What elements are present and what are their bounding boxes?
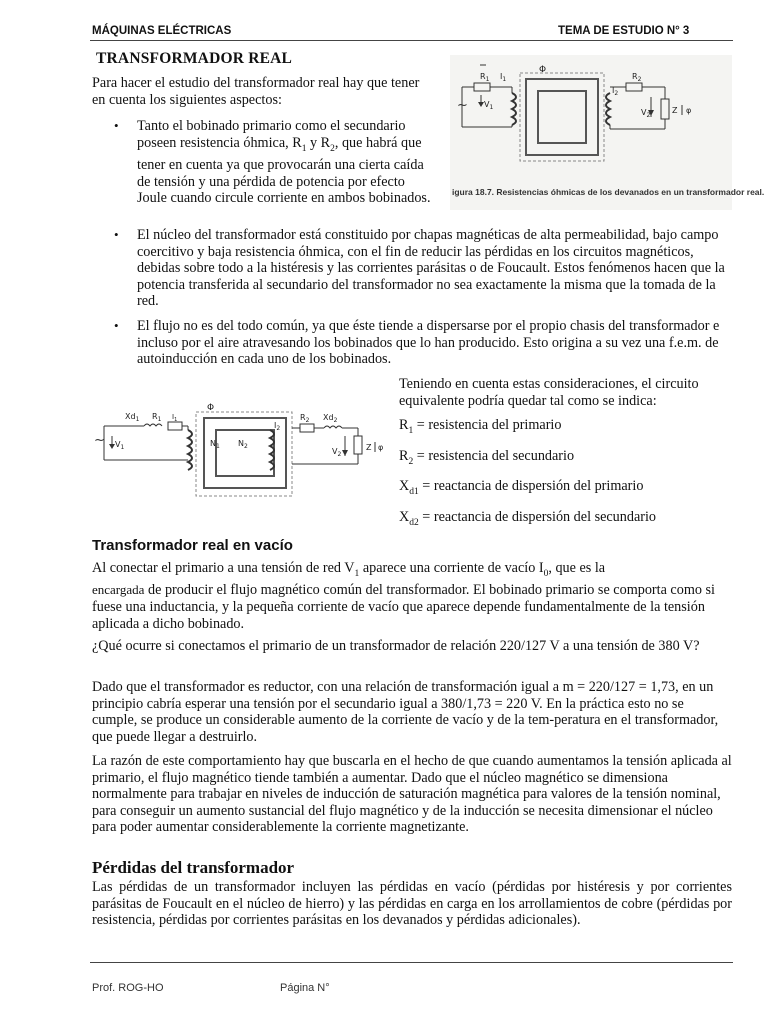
bullet-2-text: El núcleo del transformador está constituido por chapas magnéticas de alta permeabilidad, bajo campo coercitivo y baja resistencia óhmica, con el fin de reducir las pérdidas en los circuitos magnéticos, debidas sobre todo a la histéresis y las corrientes parásitas o de Foucault. Estos fenómenos hacen que la potencia transferida al secundario del transformador no sea exactamente la misma que la tomada de la red. bbox=[137, 227, 725, 310]
fig1-r2-label: $R_2$ bbox=[632, 72, 642, 83]
fig2-n1-label: $N_1$ bbox=[210, 439, 220, 450]
fig2-r2-label: $R_2$ bbox=[300, 413, 310, 424]
fig1-r1-label: $R_1$ bbox=[480, 72, 490, 83]
figure-2-diagram bbox=[92, 398, 392, 500]
figure-2 bbox=[92, 398, 392, 500]
vacio-paragraph-4: La razón de este comportamiento hay que buscarla en el hecho de que cuando aumentamos la tensión aplicada al primario, el flujo magnético tiende también a aumentar. Dado que el núcleo magnético se dimensiona normalmente para trabajar en niveles de inducción de saturación magnética para valores de la tensión nominal, para conseguir un aumento sustancial del flujo magnético y de la inducción se necesita dimensionar el núcleo para poder aumentar considerablemente la corriente magnetizante. bbox=[92, 753, 732, 836]
bullet-marker: • bbox=[114, 318, 119, 333]
vacio-paragraph-1: Al conectar el primario a una tensión de red $V_1$ aparece una corriente de vacío $I_0$, que es la encargada de producir el flujo magnético común del transformador. El bobinado primario se comporta como si fuese una inductancia, y la pequeña corriente de vacío que aparece depende fundamentalmente de la tensión aplicada a dicho bobinado. bbox=[92, 560, 715, 632]
header-left: MÁQUINAS ELÉCTRICAS bbox=[92, 25, 232, 37]
fig2-r1-label: $R_1$ bbox=[152, 412, 162, 423]
fig2-v1-label: $V_1$ bbox=[115, 440, 125, 451]
section-perdidas-heading: Pérdidas del transformador bbox=[92, 858, 295, 877]
figure-1-caption: igura 18.7. Resistencias óhmicas de los devanados en un transformador real. bbox=[452, 187, 765, 197]
vacio-paragraph-3: Dado que el transformador es reductor, con una relación de transformación igual a m = 220/127 = 1,73, en un principio cabría esperar una tensión por el secundario igual a 380/1,73 = 220 V. En la práctica esto no se cumple, se produce un considerable aumento de la corriente de vacío y de la tem-peratura en el transformador, que puede llegar a destruirlo. bbox=[92, 679, 719, 745]
fig1-i2-label: $I_2$ bbox=[612, 86, 619, 97]
def-xd1: $X_{d1}$ = reactancia de dispersión del primario bbox=[399, 478, 644, 498]
bullet-3-text: El flujo no es del todo común, ya que éste tiende a dispersarse por el propio chasis del transformador e incluso por el aire atravesando los bobinados que lo han producido. Esto origina a su vez una f.e.m. de autoinducción en cada uno de los bobinados. bbox=[137, 318, 720, 368]
fig1-v2-label: $V_2$ bbox=[641, 108, 651, 119]
footer-left: Prof. ROG-HO bbox=[92, 982, 164, 994]
perdidas-paragraph-1: Las pérdidas de un transformador incluyen las pérdidas en vacío (pérdidas por histéresis y por corrientes parásitas de Foucault en el núcleo de hierro) y las pérdidas en carga en los arrollamientos de cobre (pérdidas por resistencia, pérdidas por corrientes parásitas en los devanados y pérdidas adicionales). bbox=[92, 879, 732, 929]
def-r1: $R_1$ = resistencia del primario bbox=[399, 417, 562, 436]
bullet-marker: • bbox=[114, 118, 119, 133]
def-xd2: $X_{d2}$ = reactancia de dispersión del secundario bbox=[399, 508, 657, 528]
fig2-phi-angle: φ bbox=[378, 443, 384, 452]
fig2-xd2-label: $Xd_2$ bbox=[323, 413, 338, 424]
equivalent-definitions bbox=[399, 417, 735, 540]
fig2-phi-label: Φ bbox=[207, 403, 215, 413]
fig2-i1-label: $I_1$ bbox=[172, 413, 178, 423]
figure-1 bbox=[450, 55, 765, 210]
section-vacio-heading: Transformador real en vacío bbox=[92, 537, 293, 554]
fig1-phi-angle: φ bbox=[686, 106, 692, 115]
footer-right: Página N° bbox=[280, 982, 330, 994]
fig2-i2-label: $I_2$ bbox=[274, 421, 281, 432]
fig1-v1-label: $V_1$ bbox=[484, 100, 494, 111]
fig1-source-symbol: ~ bbox=[457, 98, 468, 113]
intro-paragraph: Para hacer el estudio del transformador real hay que tener en cuenta los siguientes aspectos: bbox=[92, 75, 420, 108]
fig2-v2-label: $V_2$ bbox=[332, 447, 342, 458]
vacio-paragraph-2: ¿Qué ocurre si conectamos el primario de un transformador de relación 220/127 V a una tensión de 380 V? bbox=[92, 638, 700, 654]
fig1-z-label: Z bbox=[672, 106, 678, 115]
fig2-z-label: Z bbox=[366, 443, 372, 452]
fig2-xd1-label: $Xd_1$ bbox=[125, 412, 140, 423]
equivalent-intro: Teniendo en cuenta estas consideraciones, el circuito equivalente podría quedar tal como se indica: bbox=[399, 376, 699, 409]
header-divider bbox=[90, 40, 733, 41]
header-right: TEMA DE ESTUDIO N° 3 bbox=[558, 25, 690, 37]
bullet-marker: • bbox=[114, 227, 119, 242]
footer-divider bbox=[90, 962, 733, 963]
bullet-1-text: Tanto el bobinado primario como el secundario poseen resistencia óhmica, $R_1$ y $R_2$, que habrá que tener en cuenta ya que provocarán una cierta caída de tensión y una pérdida de potencia por efecto Joule cuando circule corriente en ambos bobinados. bbox=[137, 118, 431, 207]
fig2-source-symbol: ~ bbox=[94, 433, 105, 448]
fig2-n2-label: $N_2$ bbox=[238, 439, 248, 450]
def-r2: $R_2$ = resistencia del secundario bbox=[399, 447, 575, 467]
fig1-i1-label: $I_1$ bbox=[500, 72, 507, 83]
fig1-phi-label: Φ bbox=[539, 65, 547, 75]
page-title: TRANSFORMADOR REAL bbox=[96, 50, 293, 67]
